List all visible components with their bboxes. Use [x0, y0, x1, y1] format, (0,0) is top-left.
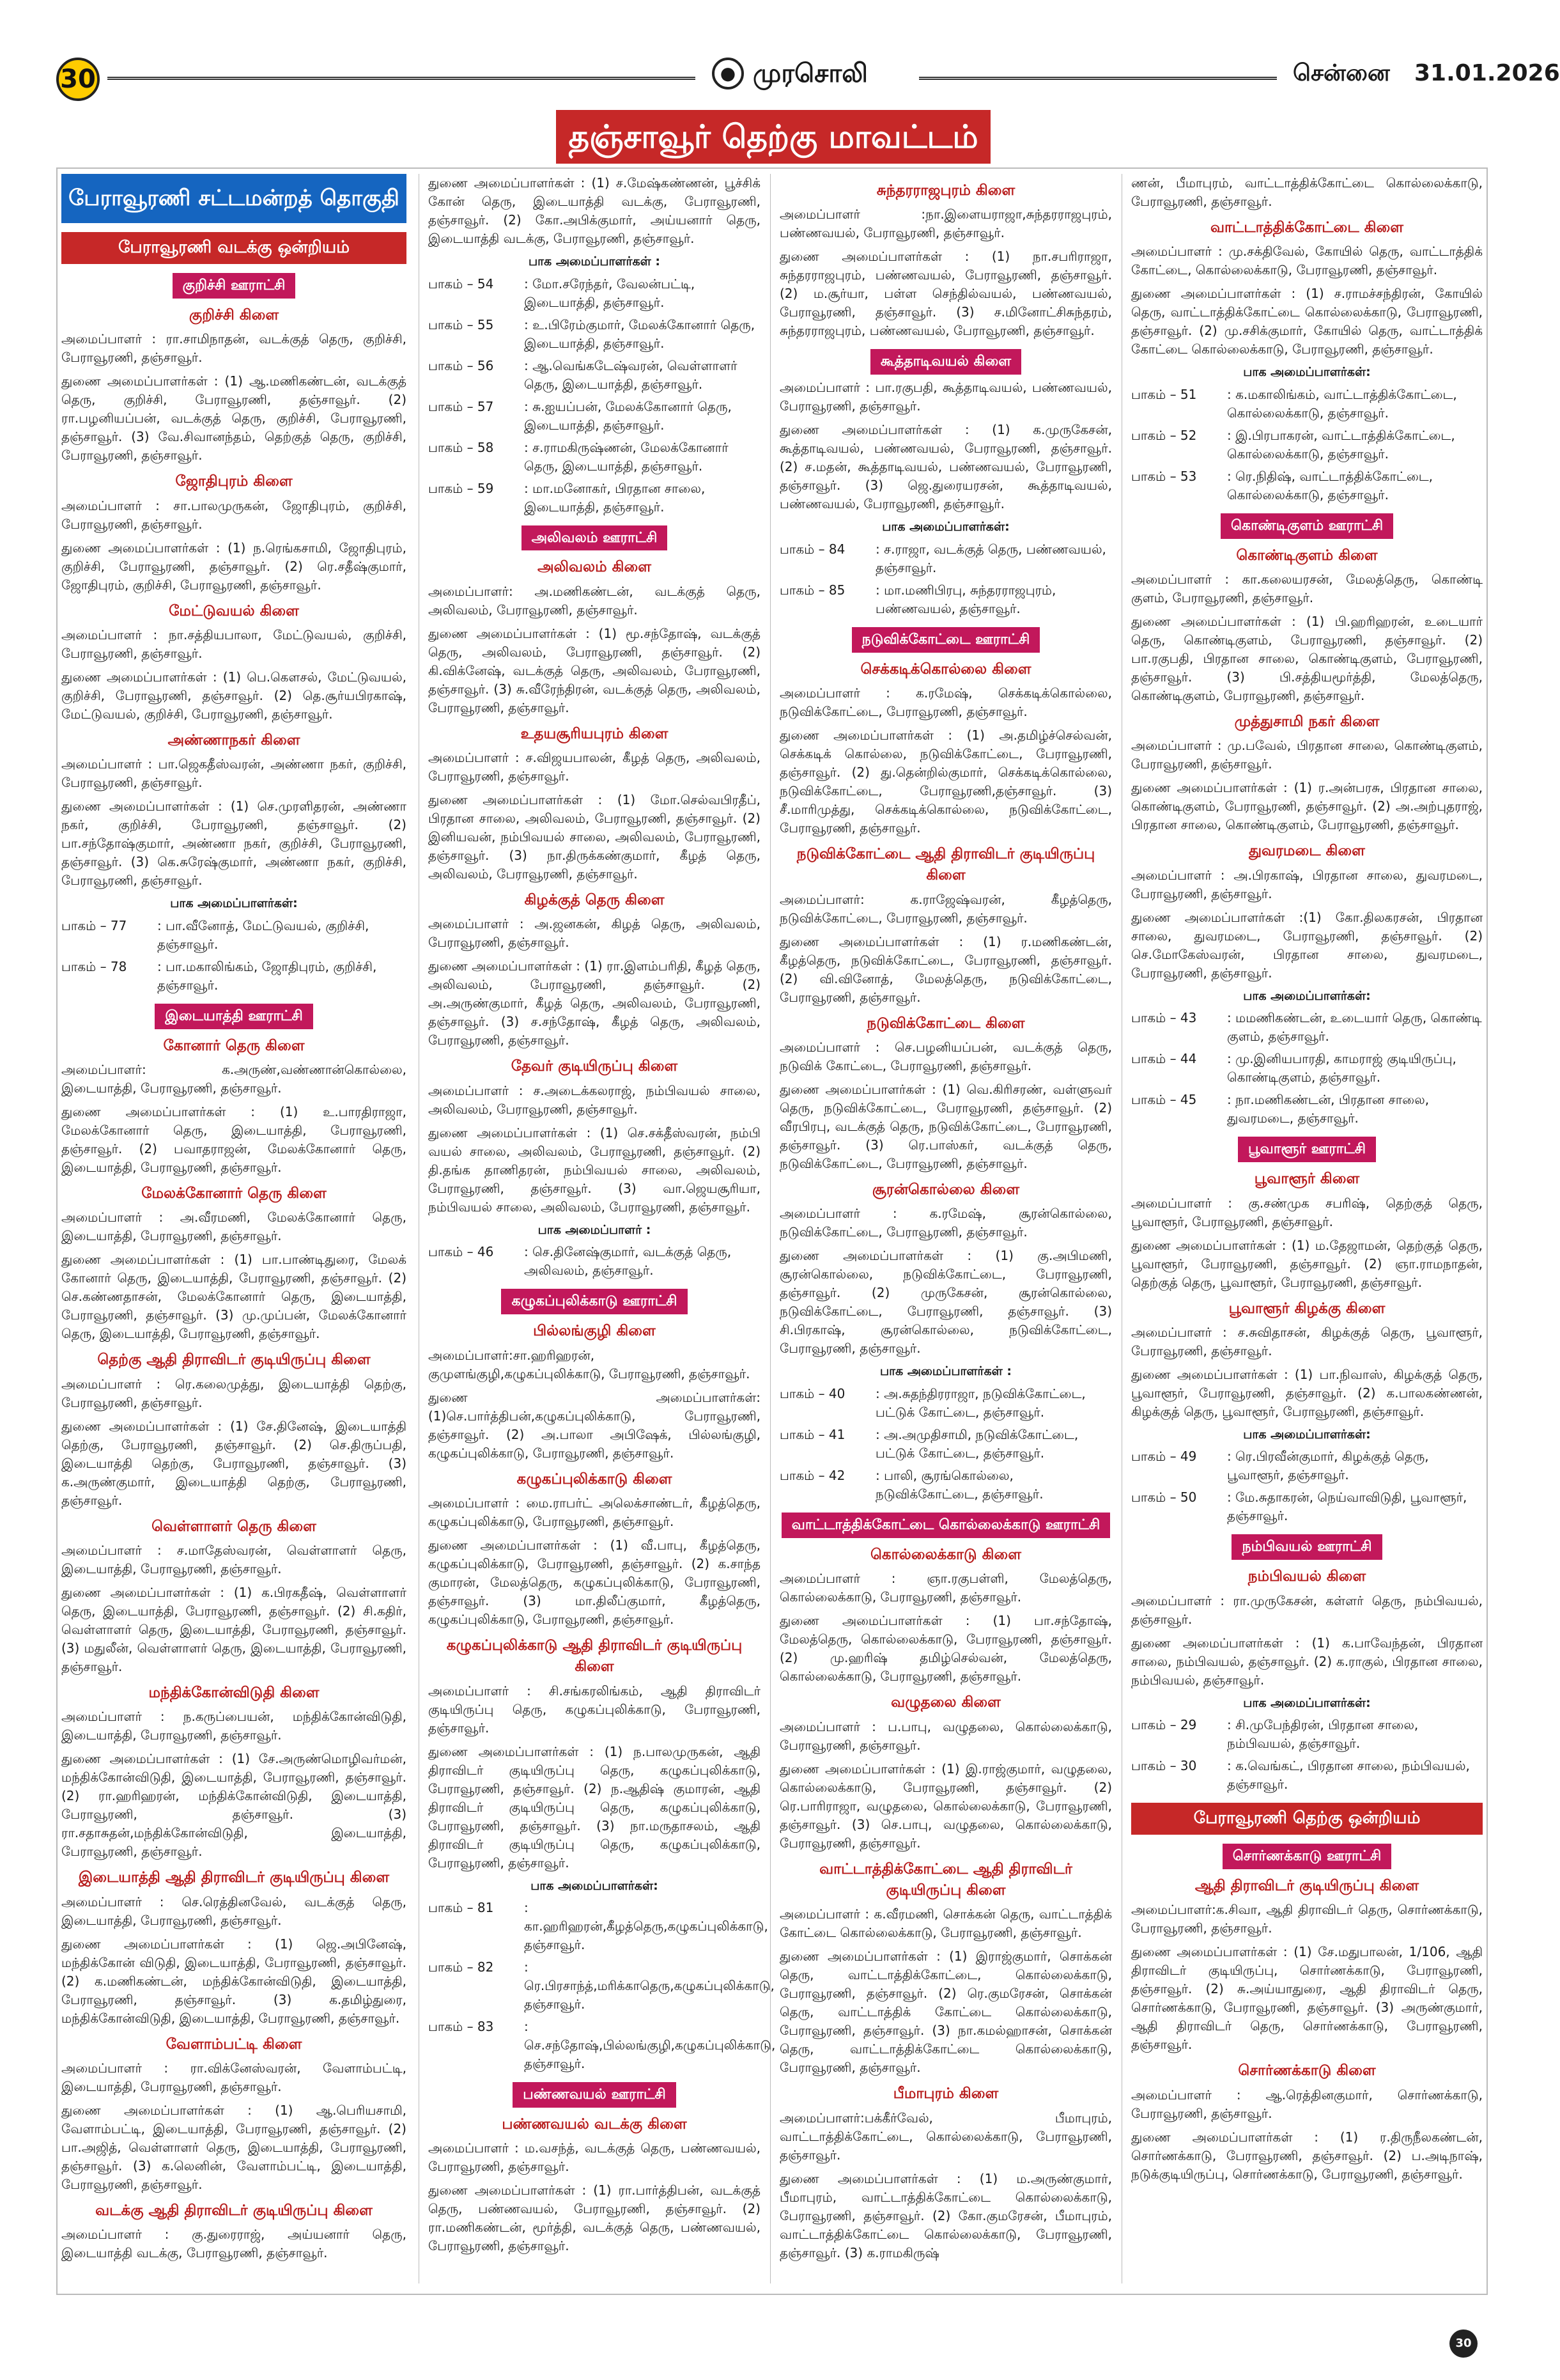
column-3: [780, 174, 1112, 2283]
booth-entry: பாகம் – 78 : பா.மகாலிங்கம், ஜோதிபுரம், குறிச்சி, தஞ்சாவூர்.: [61, 958, 377, 993]
organiser-entry: அமைப்பாளர் : கா.கலையரசன், மேலத்தெரு, கொண்டி குளம், பேராவூரணி, தஞ்சாவூர்.: [1131, 572, 1483, 606]
organiser-entry: அமைப்பாளர்: க.அருண்,வண்ணான்கொல்லை, இடையாத்தி, பேராவூரணி, தஞ்சாவூர்.: [61, 1062, 406, 1096]
deputy-organisers-entry: துணை அமைப்பாளர்கள் : (1) ச.மேஷ்கண்ணன், பூச்சிக் கோன் தெரு, இடையாத்தி வடக்கு, பேராவூரணி, தஞ்சாவூர். (2) கோ.அபிக்குமார், அய்யனார் தெரு, இடையாத்தி வடக்கு, பேராவூரணி, தஞ்சாவூர்.: [428, 175, 761, 246]
edition-city: சென்னை: [1293, 60, 1390, 86]
branch-heading: செக்கடிக்கொல்லை கிளை: [860, 660, 1031, 678]
deputy-organisers-entry: துணை அமைப்பாளர்கள் : (1) ரா.இளம்பரிதி, கீழத் தெரு, அலிவலம், பேராவூரணி, தஞ்சாவூர். (2) அ.அருண்குமார், கீழத் தெரு, அலிவலம், பேராவூரணி, தஞ்சாவூர். (3) ச.சந்தோஷ், கீழத் தெரு, அலிவலம், பேராவூரணி, தஞ்சாவூர்.: [428, 958, 761, 1048]
deputy-organisers-entry: துணை அமைப்பாளர்கள் : (1) ம.தேஜாமன், தெற்குத் தெரு, பூவாளூர், பேராவூரணி, தஞ்சாவூர். (2) ஞா.ராமநாதன், தெற்குத் தெரு, பூவாளூர், பேராவூரணி, தஞ்சாவூர்.: [1131, 1237, 1483, 1290]
booth-entry: பாகம் – 57 : சு.ஐயப்பன், மேலக்கோனார் தெரு, இடையாத்தி, தஞ்சாவூர்.: [428, 398, 732, 433]
branch-heading: வாட்டாத்திக்கோட்டை ஆதி திராவிடர் குடியிருப்பு கிளை: [819, 1860, 1072, 1899]
newspaper-name: முரசொலி: [753, 59, 868, 88]
panchayat-heading: சொர்ணக்காடு ஊராட்சி: [1131, 1844, 1483, 1869]
booth-agents-heading: பாக அமைப்பாளர்கள்:: [882, 520, 1010, 534]
deputy-organisers-entry: துணை அமைப்பாளர்கள் : (1) பா.சந்தோஷ், மேலத்தெரு, கொல்லைக்காடு, பேராவூரணி, தஞ்சாவூர். (2) மு.ஹரிஷ் தமிழ்செல்வன், மேலத்தெரு, கொல்லைக்காடு, பேராவூரணி, தஞ்சாவூர்.: [780, 1613, 1112, 1684]
deputy-organisers-entry: துணை அமைப்பாளர்கள் : (1) ந.ரெங்கசாமி, ஜோதிபுரம், குறிச்சி, பேராவூரணி, தஞ்சாவூர். (2) ரெ.சதீஷ்குமார், ஜோதிபுரம், குறிச்சி, பேராவூரணி, தஞ்சாவூர்.: [61, 540, 406, 593]
organiser-entry: அமைப்பாளர்: அ.மணிகண்டன், வடக்குத் தெரு, அலிவலம், பேராவூரணி, தஞ்சாவூர்.: [428, 583, 761, 618]
column-4: [1131, 174, 1483, 2283]
booth-entry: பாகம் – 50 : மே.சுதாகரன், நெய்வாவிடுதி, பூவாளூர், தஞ்சாவூர்.: [1131, 1489, 1467, 1524]
organiser-entry: அமைப்பாளர் : சா.பாலமுருகன், ஜோதிபுரம், குறிச்சி, பேராவூரணி, தஞ்சாவூர்.: [61, 497, 406, 532]
branch-heading: உதயசூரியபுரம் கிளை: [520, 725, 668, 742]
deputy-organisers-entry: துணை அமைப்பாளர்கள் : (1) க.பாவேந்தன், பிரதான சாலை, நம்பிவயல், தஞ்சாவூர். (2) க.ராகுல், பிரதான சாலை, நம்பிவயல், தஞ்சாவூர்.: [1131, 1635, 1483, 1688]
panchayat-heading: இடையாத்தி ஊராட்சி: [61, 1004, 406, 1029]
deputy-organisers-entry: துணை அமைப்பாளர்கள் : (1) பி.ஹரிஹரன், உடையார் தெரு, கொண்டிகுளம், பேராவூரணி, தஞ்சாவூர். (2) பா.ரகுபதி, பிரதான சாலை, கொண்டிகுளம், பேராவூரணி, தஞ்சாவூர். (3) பி.சத்தியமூர்த்தி, மேலத்தெரு, கொண்டிகுளம், பேராவூரணி, தஞ்சாவூர்.: [1131, 614, 1483, 704]
deputy-organisers-entry: துணை அமைப்பாளர்கள் : (1) நா.சபரிராஜா, சுந்தரராஜபுரம், பண்ணவயல், பேராவூரணி, தஞ்சாவூர். (2) ம.சூர்யா, பள்ள செந்தில்வயல், பண்ணவயல், பேராவூரணி, தஞ்சாவூர். (3) ச.மினோட்சிசுந்தரம், சுந்தரராஜபுரம், பண்ணவயல், பேராவூரணி, தஞ்சாவூர்.: [780, 249, 1112, 339]
footer-page-number: 30: [1449, 2329, 1478, 2358]
deputy-organisers-entry: துணை அமைப்பாளர்கள் : (1) செ.முரளிதரன், அண்ணா நகர், குறிச்சி, பேராவூரணி, தஞ்சாவூர். (2) பா.சந்தோஷ்குமார், அண்ணா நகர், குறிச்சி, பேராவூரணி, தஞ்சாவூர். (3) கெ.சுரேஷ்குமார், அண்ணா நகர், குறிச்சி, பேராவூரணி, தஞ்சாவூர்.: [61, 798, 406, 889]
deputy-organisers-entry: துணை அமைப்பாளர்கள் : (1) கு.அபிமணி, சூரன்கொல்லை, நடுவிக்கோட்டை, பேராவூரணி, தஞ்சாவூர். (2) முருகேசன், சூரன்கொல்லை, நடுவிக்கோட்டை, பேராவூரணி, தஞ்சாவூர். (3) சி.பிரகாஷ், சூரன்கொல்லை, நடுவிக்கோட்டை, பேராவூரணி, தஞ்சாவூர்.: [780, 1248, 1112, 1357]
constituency-heading: பேராவூரணி சட்டமன்றத் தொகுதி: [61, 174, 406, 223]
organiser-entry: அமைப்பாளர் : ந.கருப்பையன், மந்திக்கோன்விடுதி, இடையாத்தி, பேராவூரணி, தஞ்சாவூர்.: [61, 1709, 406, 1743]
deputy-organisers-entry: துணை அமைப்பாளர்கள் : (1) க.முருகேசன், கூத்தாடிவயல், பண்ணவயல், பேராவூரணி, தஞ்சாவூர். (2) ச.மதன், கூத்தாடிவயல், பண்ணவயல், பேராவூரணி, தஞ்சாவூர். (3) ஜெ.துரையரசன், கூத்தாடிவயல், பண்ணவயல், பேராவூரணி, தஞ்சாவூர்.: [780, 422, 1112, 512]
organiser-entry: அமைப்பாளர் : ச.மாதேஸ்வரன், வெள்ளாளர் தெரு, இடையாத்தி, பேராவூரணி, தஞ்சாவூர்.: [61, 1543, 406, 1577]
branch-heading: சுந்தரராஜபுரம் கிளை: [876, 182, 1016, 199]
organiser-entry: அமைப்பாளர் : செ.பழனியப்பன், வடக்குத் தெரு, நடுவிக் கோட்டை, பேராவூரணி, தஞ்சாவூர்.: [780, 1039, 1112, 1074]
branch-heading: பூவாளூர் கிழக்கு கிளை: [1228, 1300, 1386, 1317]
branch-heading: வடக்கு ஆதி திராவிடர் குடியிருப்பு கிளை: [95, 2202, 373, 2220]
union-heading: பேராவூரணி தெற்கு ஒன்றியம்: [1131, 1803, 1483, 1835]
booth-agents-heading: பாக அமைப்பாளர்கள்:: [1243, 988, 1371, 1003]
deputy-organisers-entry: துணை அமைப்பாளர்கள் : (1) சே.தினேஷ், இடையாத்தி தெற்கு, பேராவூரணி, தஞ்சாவூர். (2) செ.திருப்பதி, இடையாத்தி தெற்கு, பேராவூரணி, தஞ்சாவூர். (3) க.அருண்குமார், இடையாத்தி தெற்கு, பேராவூரணி, தஞ்சாவூர்.: [61, 1418, 406, 1508]
booth-agents-heading: பாக அமைப்பாளர்கள்:: [1243, 1695, 1371, 1710]
deputy-organisers-entry: துணை அமைப்பாளர்கள் : (1) வெ.கிரிசரண், வள்ளுவர் தெரு, நடுவிக்கோட்டை, பேராவூரணி, தஞ்சாவூர். (2) வீரபிரபு, வடக்குத் தெரு, நடுவிக்கோட்டை, பேராவூரணி, தஞ்சாவூர். (3) ரெ.பாஸ்கர், வடக்குத் தெரு, நடுவிக்கோட்டை, பேராவூரணி, தஞ்சாவூர்.: [780, 1082, 1112, 1172]
branch-heading: அண்ணாநகர் கிளை: [167, 731, 300, 749]
organiser-entry: அமைப்பாளர் : ரெ.கலைமுத்து, இடையாத்தி தெற்கு, பேராவூரணி, தஞ்சாவூர்.: [61, 1376, 406, 1410]
panchayat-heading: வாட்டாத்திக்கோட்டை கொல்லைக்காடு ஊராட்சி: [780, 1513, 1112, 1538]
union-heading: பேராவூரணி வடக்கு ஒன்றியம்: [61, 232, 406, 264]
branch-heading: இடையாத்தி ஆதி திராவிடர் குடியிருப்பு கிளை: [78, 1869, 390, 1886]
booth-agents-heading: பாக அமைப்பாளர்கள்:: [530, 1878, 658, 1893]
panchayat-heading: அலிவலம் ஊராட்சி: [428, 525, 761, 551]
booth-entry: பாகம் – 59 : மா.மனோகர், பிரதான சாலை, இடையாத்தி, தஞ்சாவூர்.: [428, 480, 706, 515]
deputy-organisers-entry: துணை அமைப்பாளர்கள் : (1) ச.ராமச்சந்திரன், கோயில் தெரு, வாட்டாத்திக்கோட்டை கொல்லைக்காடு, பேராவூரணி, தஞ்சாவூர். (2) மு.சசிக்குமார், கோயில் தெரு, வாட்டாத்திக் கோட்டை கொல்லைக்காடு, பேராவூரணி, தஞ்சாவூர்.: [1131, 286, 1483, 357]
deputy-organisers-entry: துணை அமைப்பாளர்கள் : (1) ரா.பார்த்திபன், வடக்குத் தெரு, பண்ணவயல், பேராவூரணி, தஞ்சாவூர். (2) ரா.மணிகண்டன், மூர்த்தி, வடக்குத் தெரு, பண்ணவயல், பேராவூரணி, தஞ்சாவூர்.: [428, 2182, 761, 2254]
branch-heading: பில்லங்குழி கிளை: [533, 1323, 656, 1340]
booth-entry: பாகம் – 40 : அ.சுதந்திரராஜா, நடுவிக்கோட்டை, பட்டுக் கோட்டை, தஞ்சாவூர்.: [780, 1385, 1086, 1420]
panchayat-heading: கொண்டிகுளம் ஊராட்சி: [1131, 513, 1483, 539]
booth-entry: பாகம் – 83 : செ.சந்தோஷ்,பில்லங்குழி,கழுகப்புலிக்காடு, தஞ்சாவூர்.: [428, 2019, 776, 2072]
booth-entry: பாகம் – 44 : மு.இனியபாரதி, காமராஜ் குடியிருப்பு, கொண்டிகுளம், தஞ்சாவூர்.: [1131, 1051, 1456, 1085]
deputy-organisers-entry: துணை அமைப்பாளர்கள் : (1) உ.பாரதிராஜா, மேலக்கோனார் தெரு, இடையாத்தி, பேராவூரணி, தஞ்சாவூர். (2) பவாதராஜன், மேலக்கோனார் தெரு, இடையாத்தி, பேராவூரணி, தஞ்சாவூர்.: [61, 1104, 406, 1176]
branch-heading: கோனார் தெரு கிளை: [163, 1037, 305, 1054]
booth-entry: பாகம் – 77 : பா.வீனோத், மேட்டுவயல், குறிச்சி, தஞ்சாவூர்.: [61, 917, 369, 952]
organiser-entry: அமைப்பாளர் : கு.சண்முக சபரிஷ், தெற்குத் தெரு, பூவாளூர், பேராவூரணி, தஞ்சாவூர்.: [1131, 1195, 1483, 1229]
deputy-organisers-entry: துணை அமைப்பாளர்கள் : (1) ஜெ.அபினேஷ், மந்திக்கோன் விடுதி, இடையாத்தி, பேராவூரணி, தஞ்சாவூர். (2) க.மணிகண்டன், மந்திக்கோன்விடுதி, இடையாத்தி, பேராவூரணி, தஞ்சாவூர். (3) க.தமிழ்துரை, மந்திக்கோன்விடுதி, இடையாத்தி, பேராவூரணி, தஞ்சாவூர்.: [61, 1936, 406, 2026]
branch-heading: தெற்கு ஆதி திராவிடர் குடியிருப்பு கிளை: [97, 1351, 371, 1369]
organiser-entry: அமைப்பாளர் : ச.விஜயபாலன், கீழத் தெரு, அலிவலம், பேராவூரணி, தஞ்சாவூர்.: [428, 750, 761, 784]
booth-entry: பாகம் – 85 : மா.மணிபிரபு, சுந்தரராஜபுரம், பண்ணவயல், தஞ்சாவூர்.: [780, 582, 1056, 616]
column-1: [61, 174, 406, 2283]
organiser-entry: அமைப்பாளர் : ஆ.ரெத்தினகுமார், சொர்ணக்காடு, பேராவூரணி, தஞ்சாவூர்.: [1131, 2087, 1483, 2121]
organiser-entry: அமைப்பாளர் : க.ரமேஷ், செக்கடிக்கொல்லை, நடுவிக்கோட்டை, பேராவூரணி, தஞ்சாவூர்.: [780, 685, 1112, 720]
booth-agents-heading: பாக அமைப்பாளர் :: [537, 1222, 651, 1237]
organiser-entry: அமைப்பாளர் : பா.ஜெகதீஸ்வரன், அண்ணா நகர், குறிச்சி, பேராவூரணி, தஞ்சாவூர்.: [61, 756, 406, 791]
panchayat-heading: குறிச்சி ஊராட்சி: [61, 273, 406, 299]
booth-entry: பாகம் – 53 : ரெ.நிதிஷ், வாட்டாத்திக்கோட்டை, கொல்லைக்காடு, தஞ்சாவூர்.: [1131, 468, 1433, 502]
deputy-organisers-entry: துணை அமைப்பாளர்கள் : (1) அ.தமிழ்ச்செல்வன், செக்கடிக் கொல்லை, நடுவிக்கோட்டை, பேராவூரணி, தஞ்சாவூர். (2) து.தென்றில்குமார், செக்கடிக்கொல்லை, நடுவிக்கோட்டை, பேராவூரணி,தஞ்சாவூர். (3) சீ.மாரிமுத்து, செக்கடிக்கொல்லை, நடுவிக்கோட்டை, பேராவூரணி, தஞ்சாவூர்.: [780, 727, 1112, 836]
deputy-organisers-entry: துணை அமைப்பாளர்கள் : (1) ந.பாலமுருகன், ஆதி திராவிடர் குடியிருப்பு தெரு, கழுகப்புலிக்காடு, பேராவூரணி, தஞ்சாவூர். (2) ந.ஆதிஷ் குமாரன், ஆதி திராவிடர் குடியிருப்பு தெரு, கழுகப்புலிக்காடு, பேராவூரணி, தஞ்சாவூர். (3) நா.மருதாசலம், ஆதி திராவிடர் குடியிருப்பு தெரு, கழுகப்புலிக்காடு, பேராவூரணி, தஞ்சாவூர்.: [428, 1743, 761, 1871]
booth-entry: பாகம் – 58 : ச.ராமகிருஷ்ணன், மேலக்கோனார் தெரு, இடையாத்தி, தஞ்சாவூர்.: [428, 439, 729, 474]
deputy-organisers-entry: துணை அமைப்பாளர்கள் : (1) இ.ராஜ்குமார், வழுதலை, கொல்லைக்காடு, பேராவூரணி, தஞ்சாவூர். (2) ரெ.பாரிராஜா, வழுதலை, கொல்லைக்காடு, பேராவூரணி, தஞ்சாவூர். (3) செ.பாபு, வழுதலை, கொல்லைக்காடு, பேராவூரணி, தஞ்சாவூர்.: [780, 1761, 1112, 1851]
branch-heading: வழுதலை கிளை: [891, 1694, 1001, 1711]
booth-entry: பாகம் – 82 : ரெ.பிரசாந்த்,மரிக்காதெரு,கழுகப்புலிக்காடு, தஞ்சாவூர்.: [428, 1959, 775, 2012]
deputy-organisers-entry: துணை அமைப்பாளர்கள் : (1) மோ.செல்வபிரதீப், பிரதான சாலை, அலிவலம், பேராவூரணி, தஞ்சாவூர். (2) இனியவன், நம்பிவயல் சாலை, அலிவலம், பேராவூரணி, தஞ்சாவூர். (3) நா.திருக்கண்குமார், கீழத் தெரு, அலிவலம், பேராவூரணி, தஞ்சாவூர்.: [428, 792, 761, 882]
branch-heading: கழுகப்புலிக்காடு ஆதி திராவிடர் குடியிருப்பு கிளை: [446, 1637, 743, 1676]
branch-heading: சொர்ணக்காடு கிளை: [1238, 2062, 1376, 2080]
booth-entry: பாகம் – 43 : மமணிகண்டன், உடையார் தெரு, கொண்டி குளம், தஞ்சாவூர்.: [1131, 1010, 1482, 1045]
organiser-entry: அமைப்பாளர் : நா.சத்தியபாலா, மேட்டுவயல், குறிச்சி, பேராவூரணி, தஞ்சாவூர்.: [61, 626, 406, 661]
branch-heading: துவரமடை கிளை: [1249, 843, 1365, 860]
deputy-organisers-entry: துணை அமைப்பாளர்கள் : (1) பா.நிவாஸ், கிழக்குத் தெரு, பூவாளூர், பேராவூரணி, தஞ்சாவூர். (2) க.பாலகண்ணன், கிழக்குத் தெரு, பூவாளூர், பேராவூரணி, தஞ்சாவூர்.: [1131, 1366, 1483, 1419]
organiser-entry: அமைப்பாளர் : அ.ஜனகன், கிழத் தெரு, அலிவலம், பேராவூரணி, தஞ்சாவூர்.: [428, 916, 761, 951]
booth-entry: பாகம் – 41 : அ.அமுதிசாமி, நடுவிக்கோட்டை, பட்டுக் கோட்டை, தஞ்சாவூர்.: [780, 1426, 1079, 1461]
organiser-entry: அமைப்பாளர் :நா.இளையராஜா,சுந்தரராஜபுரம், பண்ணவயல், பேராவூரணி, தஞ்சாவூர்.: [780, 206, 1112, 241]
branch-heading: தேவர் குடியிருப்பு கிளை: [511, 1058, 678, 1075]
organiser-entry: அமைப்பாளர் : ச.சுவிதாசன், கிழக்குத் தெரு, பூவாளூர், பேராவூரணி, தஞ்சாவூர்.: [1131, 1324, 1483, 1358]
organiser-entry: அமைப்பாளர் : ரா.சாமிநாதன், வடக்குத் தெரு, குறிச்சி, பேராவூரணி, தஞ்சாவூர்.: [61, 331, 406, 366]
branch-heading: சூரன்கொல்லை கிளை: [872, 1181, 1020, 1199]
organiser-entry: அமைப்பாளர் : மை.ராபர்ட் அலெக்சாண்டர், கீழத்தெரு, கழுகப்புலிக்காடு, பேராவூரணி, தஞ்சாவூர்.: [428, 1495, 761, 1529]
deputy-organisers-entry: துணை அமைப்பாளர்கள் : (1) சே.அருண்மொழிவர்மன், மந்திக்கோன்விடுதி, இடையாத்தி, பேராவூரணி, தஞ்சாவூர். (2) ரா.ஹரிஹரன், மந்திக்கோன்விடுதி, இடையாத்தி, பேராவூரணி, தஞ்சாவூர். (3) ரா.சதாசுதன்,மந்திக்கோன்விடுதி, இடையாத்தி, பேராவூரணி, தஞ்சாவூர்.: [61, 1751, 406, 1860]
page-number-badge: 30: [56, 58, 100, 101]
column-2: [428, 174, 776, 2283]
organiser-entry: அமைப்பாளர் : செ.ரெத்தினவேல், வடக்குத் தெரு, இடையாத்தி, பேராவூரணி, தஞ்சாவூர்.: [61, 1894, 406, 1928]
organiser-entry: அமைப்பாளர் : ச.அடைக்கலராஜ், நம்பிவயல் சாலை, அலிவலம், பேராவூரணி, தஞ்சாவூர்.: [428, 1082, 761, 1117]
branch-heading: பீமாபுரம் கிளை: [893, 2085, 999, 2103]
organiser-entry: அமைப்பாளர் : அ.வீரமணி, மேலக்கோனார் தெரு, இடையாத்தி, பேராவூரணி, தஞ்சாவூர்.: [61, 1209, 406, 1244]
booth-entry: பாகம் – 55 : உ.பிரேம்குமார், மேலக்கோனார் தெரு, இடையாத்தி, தஞ்சாவூர்.: [428, 316, 755, 351]
organiser-entry: அமைப்பாளர் : பா.ரகுபதி, கூத்தாடிவயல், பண்ணவயல், பேராவூரணி, தஞ்சாவூர்.: [780, 380, 1112, 414]
branch-heading: நடுவிக்கோட்டை ஆதி திராவிடர் குடியிருப்பு கிளை: [796, 846, 1095, 884]
branch-heading: வேளாம்பட்டி கிளை: [166, 2035, 302, 2053]
branch-heading: கொண்டிகுளம் கிளை: [1236, 547, 1378, 564]
deputy-organisers-entry: துணை அமைப்பாளர்கள் : (1) பெ.கௌசல், மேட்டுவயல், குறிச்சி, பேராவூரணி, தஞ்சாவூர். (2) தெ.சூர்யபிரகாஷ், மேட்டுவயல், குறிச்சி, பேராவூரணி, தஞ்சாவூர்.: [61, 669, 406, 722]
booth-entry: பாகம் – 45 : நா.மணிகண்டன், பிரதான சாலை, துவரமடை, தஞ்சாவூர்.: [1131, 1092, 1430, 1126]
organiser-entry: அமைப்பாளர்:பக்கீர்வேல், பீமாபுரம், வாட்டாத்திக்கோட்டை, கொல்லைக்காடு, பேராவூரணி, தஞ்சாவூர்.: [780, 2110, 1112, 2163]
branch-heading: கொல்லைக்காடு கிளை: [870, 1546, 1021, 1563]
edition-date: 31.01.2026: [1414, 60, 1560, 86]
branch-heading: வாட்டாத்திக்கோட்டை கிளை: [1210, 219, 1403, 236]
deputy-organisers-entry: துணை அமைப்பாளர்கள் : (1) ர.மணிகண்டன், கீழத்தெரு, நடுவிக்கோட்டை, பேராவூரணி, தஞ்சாவூர். (2) வி.வினோத், மேலத்தெரு, நடுவிக்கோட்டை, பேராவூரணி, தஞ்சாவூர்.: [780, 933, 1112, 1005]
booth-entry: பாகம் – 56 : ஆ.வெங்கடேஷ்வரன், வெள்ளாளர் தெரு, இடையாத்தி, தஞ்சாவூர்.: [428, 357, 738, 392]
organiser-entry: அமைப்பாளர்:க.சிவா, ஆதி திராவிடர் தெரு, சொர்ணக்காடு, பேராவூரணி, தஞ்சாவூர்.: [1131, 1902, 1483, 1936]
deputy-organisers-entry: துணை அமைப்பாளர்கள் : (1) ர.திருநீலகண்டன், சொர்ணக்காடு, பேராவூரணி, தஞ்சாவூர். (2) ப.அடிநாஷ், நடுக்குடியிருப்பு, சொர்ணக்காடு, பேராவூரணி, தஞ்சாவூர்.: [1131, 2129, 1483, 2182]
panchayat-heading: கூத்தாடிவயல் கிளை: [780, 349, 1112, 375]
organiser-entry: அமைப்பாளர்: க.ராஜேஷ்வரன், கீழத்தெரு, நடுவிக்கோட்டை, பேராவூரணி, தஞ்சாவூர்.: [780, 891, 1112, 926]
deputy-organisers-entry: துணை அமைப்பாளர்கள் : (1) ஆ.மணிகண்டன், வடக்குத் தெரு, குறிச்சி, பேராவூரணி, தஞ்சாவூர். (2) ரா.பழனியப்பன், வடக்குத் தெரு, குறிச்சி, பேராவூரணி, தஞ்சாவூர். (3) வே.சிவானந்தம், தெற்குத் தெரு, குறிச்சி, பேராவூரணி, தஞ்சாவூர்.: [61, 373, 406, 463]
organiser-entry: அமைப்பாளர் : சி.சங்கரலிங்கம், ஆதி திராவிடர் குடியிருப்பு தெரு, கழுகப்புலிக்காடு, பேராவூரணி, தஞ்சாவூர்.: [428, 1683, 761, 1736]
booth-entry: பாகம் – 46 : செ.தினேஷ்குமார், வடக்குத் தெரு, அலிவலம், தஞ்சாவூர்.: [428, 1244, 732, 1279]
booth-agents-heading: பாக அமைப்பாளர்கள்:: [1243, 365, 1371, 380]
branch-heading: மந்திக்கோன்விடுதி கிளை: [148, 1684, 320, 1702]
deputy-organisers-entry: துணை அமைப்பாளர்கள் : (1) இராஜ்குமார், சொக்கன் தெரு, வாட்டாத்திக்கோட்டை, கொல்லைக்காடு, பேராவூரணி, தஞ்சாவூர். (2) ரெ.குமரேசன், சொக்கன் தெரு, வாட்டாத்திக் கோட்டை கொல்லைக்காடு, பேராவூரணி, தஞ்சாவூர். (3) நா.கமல்ஹாசன், சொக்கன் தெரு, வாட்டாத்திக்கோட்டை கொல்லைக்காடு, பேராவூரணி, தஞ்சாவூர்.: [780, 1948, 1112, 2076]
branch-heading: ஜோதிபுரம் கிளை: [175, 473, 293, 490]
booth-entry: பாகம் – 84 : ச.ராஜா, வடக்குத் தெரு, பண்ணவயல், தஞ்சாவூர்.: [780, 541, 1106, 575]
deputy-organisers-entry: துணை அமைப்பாளர்கள் : (1) ஆ.பெரியசாமி, வேளாம்பட்டி, இடையாத்தி, பேராவூரணி, தஞ்சாவூர். (2) பா.அஜித், வெள்ளாளர் தெரு, இடையாத்தி, பேராவூரணி, தஞ்சாவூர். (3) க.லெனின், வேளாம்பட்டி, இடையாத்தி, பேராவூரணி, தஞ்சாவூர்.: [61, 2103, 406, 2193]
booth-agents-heading: பாக அமைப்பாளர்கள்:: [1243, 1427, 1371, 1442]
branch-heading: மேலக்கோனார் தெரு கிளை: [141, 1185, 327, 1202]
booth-entry: பாகம் – 54 : மோ.சரேந்தர், வேலன்பட்டி, இடையாத்தி, தஞ்சாவூர்.: [428, 276, 695, 310]
panchayat-heading: கழுகப்புலிக்காடு ஊராட்சி: [428, 1289, 761, 1314]
organiser-entry: அமைப்பாளர் : மு.சக்திவேல், கோயில் தெரு, வாட்டாத்திக் கோட்டை, கொல்லைக்காடு, பேராவூரணி, தஞ்சாவூர்.: [1131, 244, 1483, 278]
branch-heading: பூவாளூர் கிளை: [1254, 1171, 1360, 1188]
deputy-organisers-entry: துணை அமைப்பாளர்கள் : (1) செ.சக்தீஸ்வரன், நம்பி வயல் சாலை, அலிவலம், பேராவூரணி, தஞ்சாவூர். (2) தி.தங்க தாணிதரன், நம்பிவயல் சாலை, அலிவலம், பேராவூரணி, தஞ்சாவூர். (3) வா.ஜெயசூரியா, நம்பிவயல் சாலை, அலிவலம், பேராவூரணி, தஞ்சாவூர்.: [428, 1124, 761, 1215]
deputy-organisers-entry: ணன், பீமாபுரம், வாட்டாத்திக்கோட்டை கொல்லைக்காடு, பேராவூரணி, தஞ்சாவூர்.: [1131, 175, 1483, 209]
branch-heading: ஆதி திராவிடர் குடியிருப்பு கிளை: [1194, 1877, 1419, 1894]
booth-entry: பாகம் – 42 : பாலி, சூரங்கொல்லை, நடுவிக்கோட்டை, தஞ்சாவூர்.: [780, 1467, 1044, 1502]
deputy-organisers-entry: துணை அமைப்பாளர்கள் : (1) ம.அருண்குமார், பீமாபுரம், வாட்டாத்திக்கோட்டை கொல்லைக்காடு, பேராவூரணி, தஞ்சாவூர். (2) கோ.குமரேசன், பீமாபுரம், வாட்டாத்திக்கோட்டை கொல்லைக்காடு, பேராவூரணி, தஞ்சாவூர். (3) க.ராமகிருஷ்: [780, 2170, 1112, 2260]
booth-entry: பாகம் – 29 : சி.முபேந்திரன், பிரதான சாலை, நம்பிவயல், தஞ்சாவூர்.: [1131, 1717, 1419, 1752]
booth-entry: பாகம் – 51 : க.மகாலிங்கம், வாட்டாத்திக்கோட்டை, கொல்லைக்காடு, தஞ்சாவூர்.: [1131, 386, 1457, 421]
organiser-entry: அமைப்பாளர் : ரா.முருகேசன், கள்ளர் தெரு, நம்பிவயல், தஞ்சாவூர்.: [1131, 1592, 1483, 1627]
branch-heading: முத்துசாமி நகர் கிளை: [1234, 713, 1380, 731]
booth-entry: பாகம் – 81 : கா.ஹரிஹரன்,கீழத்தெரு,கழுகப்புலிக்காடு, தஞ்சாவூர்.: [428, 1900, 768, 1953]
organiser-entry: அமைப்பாளர் : ம.வசந்த், வடக்குத் தெரு, பண்ணவயல், பேராவூரணி, தஞ்சாவூர்.: [428, 2140, 761, 2175]
deputy-organisers-entry: துணை அமைப்பாளர்கள் : (1) ர.அன்பரசு, பிரதான சாலை, கொண்டிகுளம், பேராவூரணி, தஞ்சாவூர். (2) அ.அற்புதராஜ், பிரதான சாலை, கொண்டிகுளம், பேராவூரணி, தஞ்சாவூர்.: [1131, 780, 1483, 833]
panchayat-heading: பண்ணவயல் ஊராட்சி: [428, 2082, 761, 2108]
booth-agents-heading: பாக அமைப்பாளர்கள் :: [879, 1364, 1012, 1379]
branch-heading: கிழக்குத் தெரு கிளை: [524, 892, 665, 909]
branch-heading: நடுவிக்கோட்டை கிளை: [867, 1015, 1025, 1032]
branch-heading: கழுகப்புலிக்காடு கிளை: [516, 1470, 672, 1488]
booth-entry: பாகம் – 30 : க.வெங்கட், பிரதான சாலை, நம்பிவயல், தஞ்சாவூர்.: [1131, 1758, 1470, 1793]
panchayat-heading: நடுவிக்கோட்டை ஊராட்சி: [780, 627, 1112, 653]
organiser-entry: அமைப்பாளர்:சா.ஹரிஹரன், குமுளங்குழி,கழுகப்புலிக்காடு, பேராவூரணி, தஞ்சாவூர்.: [428, 1347, 750, 1381]
district-banner: தஞ்சாவூர் தெற்கு மாவட்டம்: [556, 110, 991, 164]
organiser-entry: அமைப்பாளர் : கு.துரைராஜ், அய்யனார் தெரு, இடையாத்தி வடக்கு, பேராவூரணி, தஞ்சாவூர்.: [61, 2227, 406, 2261]
branch-heading: பண்ணவயல் வடக்கு கிளை: [502, 2116, 687, 2133]
branch-heading: குறிச்சி கிளை: [189, 306, 279, 323]
branch-heading: அலிவலம் கிளை: [537, 559, 651, 576]
masthead: [56, 55, 1560, 104]
masthead-rule-left: [107, 77, 695, 80]
branch-heading: நம்பிவயல் கிளை: [1247, 1568, 1366, 1585]
booth-entry: பாகம் – 49 : ரெ.பிரவீன்குமார், கிழக்குத் தெரு, பூவாளூர், தஞ்சாவூர்.: [1131, 1449, 1429, 1483]
deputy-organisers-entry: துணை அமைப்பாளர்கள் : (1) க.பிரகதீஷ், வெள்ளாளர் தெரு, இடையாத்தி, பேராவூரணி, தஞ்சாவூர். (2) சி.கதிர், வெள்ளாளர் தெரு, இடையாத்தி, பேராவூரணி, தஞ்சாவூர். (3) மதுலீன், வெள்ளாளர் தெரு, இடையாத்தி, பேராவூரணி, தஞ்சாவூர்.: [61, 1585, 406, 1675]
deputy-organisers-entry: துணை அமைப்பாளர்கள் : (1) மூ.சந்தோஷ், வடக்குத் தெரு, அலிவலம், பேராவூரணி, தஞ்சாவூர். (2) கி.விக்னேஷ், வடக்குத் தெரு, அலிவலம், பேராவூரணி, தஞ்சாவூர். (3) சு.வீரேந்திரன், வடக்குத் தெரு, அலிவலம், பேராவூரணி, தஞ்சாவூர்.: [428, 625, 761, 715]
deputy-organisers-entry: துணை அமைப்பாளர்கள்:(1)செ.பார்த்திபன்,கழுகப்புலிக்காடு, பேராவூரணி, தஞ்சாவூர். (2) அ.பாலா அபிஷேக், பில்லங்குழி, கழுகப்புலிக்காடு, பேராவூரணி, தஞ்சாவூர்.: [428, 1389, 761, 1461]
organiser-entry: அமைப்பாளர் : ஞா.ரகுபள்ளி, மேலத்தெரு, கொல்லைக்காடு, பேராவூரணி, தஞ்சாவூர்.: [780, 1571, 1112, 1605]
organiser-entry: அமைப்பாளர் : மு.பவேல், பிரதான சாலை, கொண்டிகுளம், பேராவூரணி, தஞ்சாவூர்.: [1131, 738, 1483, 772]
newspaper-logo-icon: ●: [712, 58, 744, 89]
panchayat-heading: பூவாளூர் ஊராட்சி: [1131, 1137, 1483, 1162]
deputy-organisers-entry: துணை அமைப்பாளர்கள் : (1) சே.மதுபாலன், 1/106, ஆதி திராவிடர் குடியிருப்பு, சொர்ணக்காடு, பேராவூரணி, தஞ்சாவூர். (2) சு.அய்யாதுரை, ஆதி திராவிடர் தெரு, சொர்ணக்காடு, பேராவூரணி, தஞ்சாவூர். (3) அருண்குமார், ஆதி திராவிடர் தெரு, சொர்ணக்காடு, பேராவூரணி, தஞ்சாவூர்.: [1131, 1944, 1483, 2053]
panchayat-heading: நம்பிவயல் ஊராட்சி: [1131, 1534, 1483, 1560]
masthead-rule-right: [919, 77, 1277, 80]
organiser-entry: அமைப்பாளர் : க.வீரமணி, சொக்கன் தெரு, வாட்டாத்திக் கோட்டை கொல்லைக்காடு, பேராவூரணி, தஞ்சாவூர்.: [780, 1906, 1112, 1941]
booth-agents-heading: பாக அமைப்பாளர்கள் :: [528, 254, 660, 268]
organiser-entry: அமைப்பாளர் : க.ரமேஷ், சூரன்கொல்லை, நடுவிக்கோட்டை, பேராவூரணி, தஞ்சாவூர்.: [780, 1206, 1112, 1240]
organiser-entry: அமைப்பாளர் : அ.பிரகாஷ், பிரதான சாலை, துவரமடை, பேராவூரணி, தஞ்சாவூர்.: [1131, 867, 1483, 901]
organiser-entry: அமைப்பாளர் : ரா.விக்னேஸ்வரன், வேளாம்பட்டி, இடையாத்தி, பேராவூரணி, தஞ்சாவூர்.: [61, 2060, 406, 2095]
branch-heading: மேட்டுவயல் கிளை: [169, 602, 299, 619]
branch-heading: வெள்ளாளர் தெரு கிளை: [151, 1518, 316, 1535]
deputy-organisers-entry: துணை அமைப்பாளர்கள் : (1) பா.பாண்டிதுரை, மேலக் கோனார் தெரு, இடையாத்தி, பேராவூரணி, தஞ்சாவூர். (2) செ.கண்ணதாசன், மேலக்கோனார் தெரு, இடையாத்தி, பேராவூரணி, தஞ்சாவூர். (3) மு.முப்பன், மேலக்கோனார் தெரு, இடையாத்தி, பேராவூரணி, தஞ்சாவூர்.: [61, 1252, 406, 1342]
deputy-organisers-entry: துணை அமைப்பாளர்கள் :(1) கோ.திலகரசன், பிரதான சாலை, துவரமடை, பேராவூரணி, தஞ்சாவூர். (2) செ.மோகேஸ்வரன், பிரதான சாலை, துவரமடை, பேராவூரணி, தஞ்சாவூர்.: [1131, 909, 1483, 981]
booth-entry: பாகம் – 52 : இ.பிரபாகரன், வாட்டாத்திக்கோட்டை, கொல்லைக்காடு, தஞ்சாவூர்.: [1131, 427, 1455, 462]
deputy-organisers-entry: துணை அமைப்பாளர்கள் : (1) வீ.பாபு, கீழத்தெரு, கழுகப்புலிக்காடு, பேராவூரணி, தஞ்சாவூர். (2) க.சாந்த குமாரன், மேலத்தெரு, கழுகப்புலிக்காடு, பேராவூரணி, தஞ்சாவூர். (3) மா.திலீப்குமார், கீழத்தெரு, கழுகப்புலிக்காடு, பேராவூரணி, தஞ்சாவூர்.: [428, 1537, 761, 1627]
organiser-entry: அமைப்பாளர் : ப.பாபு, வழுதலை, கொல்லைக்காடு, பேராவூரணி, தஞ்சாவூர்.: [780, 1718, 1112, 1753]
booth-agents-heading: பாக அமைப்பாளர்கள்:: [170, 896, 298, 911]
